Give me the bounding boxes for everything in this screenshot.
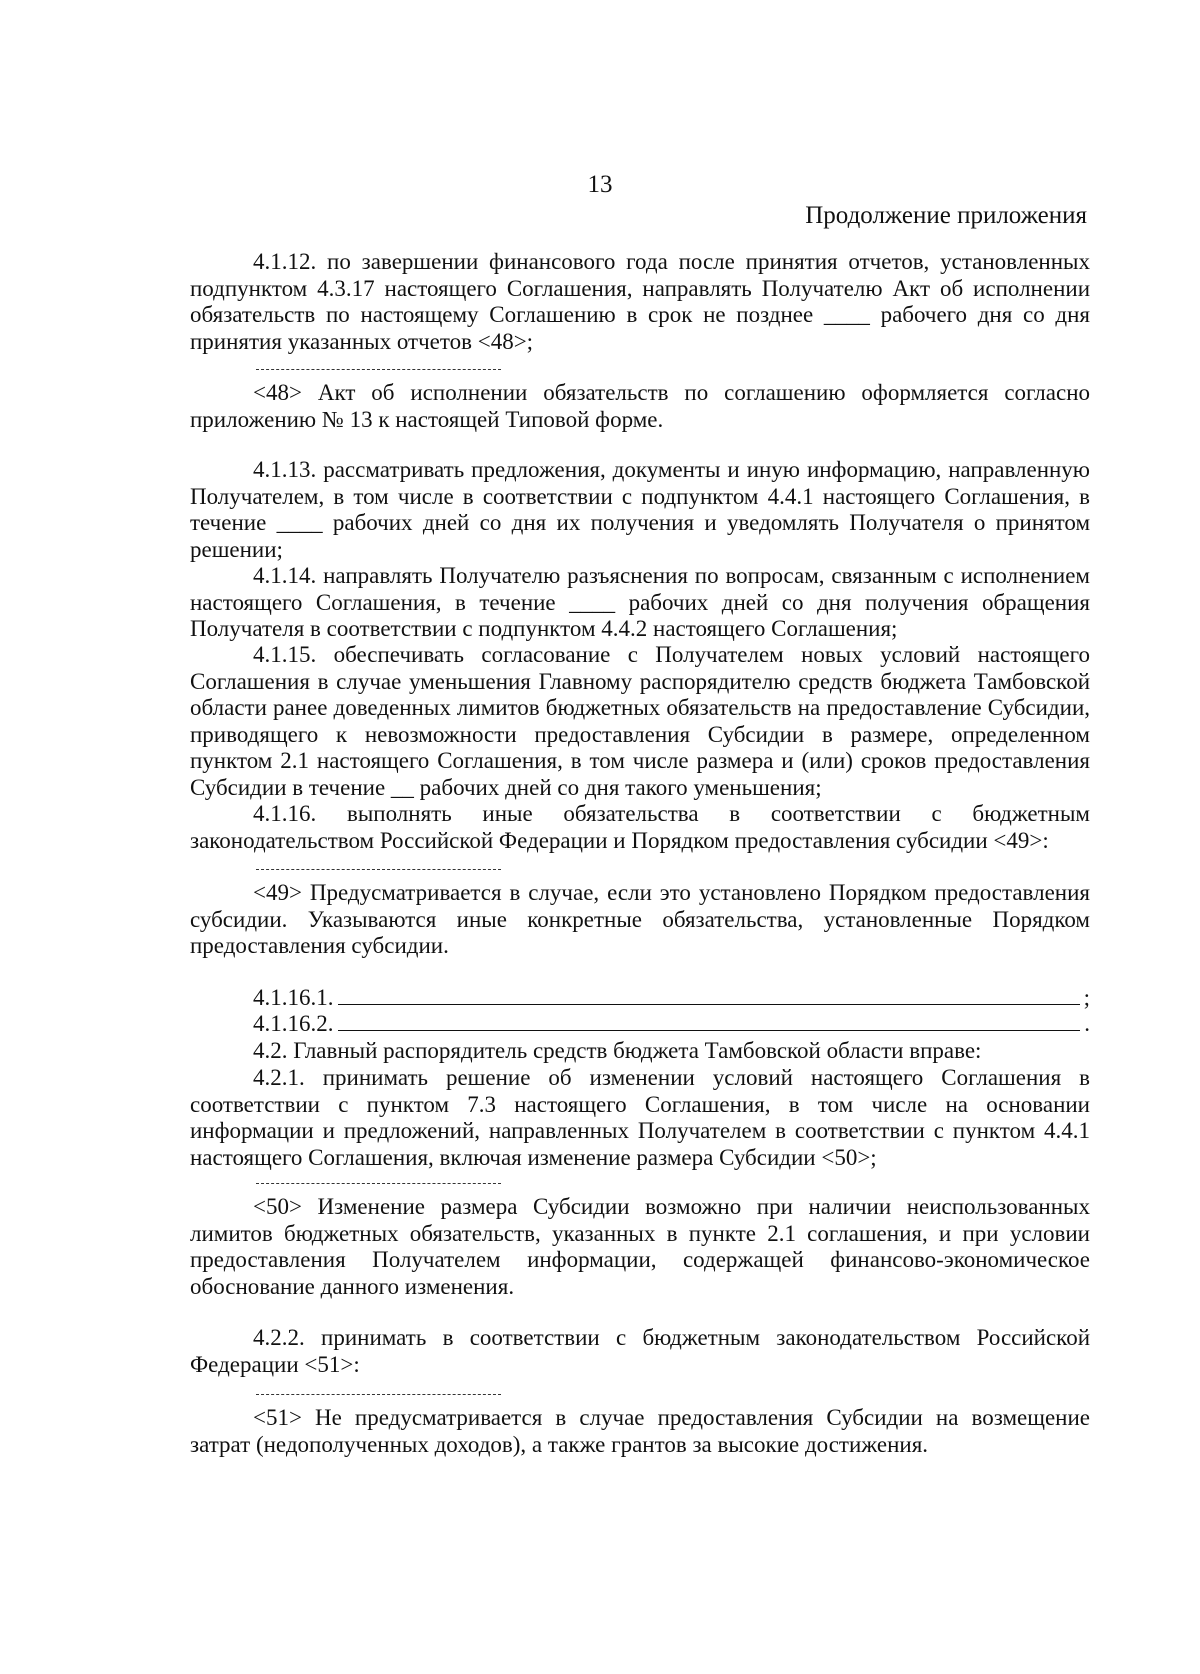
footnote-separator [256,869,501,870]
paragraph-4-1-15: 4.1.15. обеспечивать согласование с Получателем новых условий настоящего Соглашения в случае уменьшения Главному распорядителю средств бюджета Тамбовской области ранее доведенных лимитов бюджетных обязательств на предоставление Субсидии, приводящего к невозможности предоставления Субсидии в размере, определенном пунктом 2.1 настоящего Соглашения, в том числе размера и (или) сроков предоставления Субсидии в течение __ рабочих дней со дня такого уменьшения; [190,642,1090,800]
footnote-separator [256,1183,501,1184]
paragraph-4-2-2: 4.2.2. принимать в соответствии с бюджетным законодательством Российской Федерации <51>: [190,1325,1090,1377]
item-end-mark: ; [1083,985,1090,1010]
fill-in-line [338,1010,1081,1031]
blank-item-4-1-16-2 [190,1010,1090,1038]
paragraph-4-1-12: 4.1.12. по завершении финансового года после принятия отчетов, установленных подпунктом 4.3.17 настоящего Соглашения, направлять Получателю Акт об исполнении обязательств по настоящему Соглашению в срок не позднее ____ рабочего дня со дня принятия указанных отчетов <48>; [190,249,1090,354]
paragraph-4-1-13: 4.1.13. рассматривать предложения, документы и иную информацию, направленную Получателем, в том числе в соответствии с подпунктом 4.4.1 настоящего Соглашения, в течение ____ рабочих дней со дня их получения и уведомлять Получателя о принятом решении; [190,457,1090,562]
fill-in-line [338,984,1080,1005]
blank-item-4-1-16-1 [190,984,1090,1012]
footnote-separator [256,1394,501,1395]
page-number: 13 [587,171,613,198]
item-label: 4.1.16.1. [253,985,334,1010]
footnote-separator [256,369,501,370]
item-label: 4.1.16.2. [253,1011,334,1036]
footnote-49: <49> Предусматривается в случае, если это установлено Порядком предоставления субсидии. Указываются иные конкретные обязательства, установленные Порядком предоставления субсидии. [190,880,1090,959]
paragraph-4-1-16: 4.1.16. выполнять иные обязательства в соответствии с бюджетным законодательством Российской Федерации и Порядком предоставления субсидии <49>: [190,801,1090,853]
footnote-51: <51> Не предусматривается в случае предоставления Субсидии на возмещение затрат (недополученных доходов), а также грантов за высокие достижения. [190,1405,1090,1457]
footnote-50: <50> Изменение размера Субсидии возможно при наличии неиспользованных лимитов бюджетных обязательств, указанных в пункте 2.1 соглашения, и при условии предоставления Получателем информации, содержащей финансово-экономическое обоснование данного изменения. [190,1194,1090,1299]
paragraph-4-1-14: 4.1.14. направлять Получателю разъяснения по вопросам, связанным с исполнением настоящего Соглашения, в течение ____ рабочих дней со дня получения обращения Получателя в соответствии с подпунктом 4.4.2 настоящего Соглашения; [190,563,1090,642]
item-end-mark: . [1084,1011,1090,1036]
continuation-label: Продолжение приложения [805,202,1087,229]
paragraph-4-2: 4.2. Главный распорядитель средств бюджета Тамбовской области вправе: [253,1038,982,1063]
footnote-48: <48> Акт об исполнении обязательств по соглашению оформляется согласно приложению № 13 к настоящей Типовой форме. [190,380,1090,432]
paragraph-4-2-1: 4.2.1. принимать решение об изменении условий настоящего Соглашения в соответствии с пунктом 7.3 настоящего Соглашения, в том числе на основании информации и предложений, направленных Получателем в соответствии с пунктом 4.4.1 настоящего Соглашения, включая изменение размера Субсидии <50>; [190,1065,1090,1170]
